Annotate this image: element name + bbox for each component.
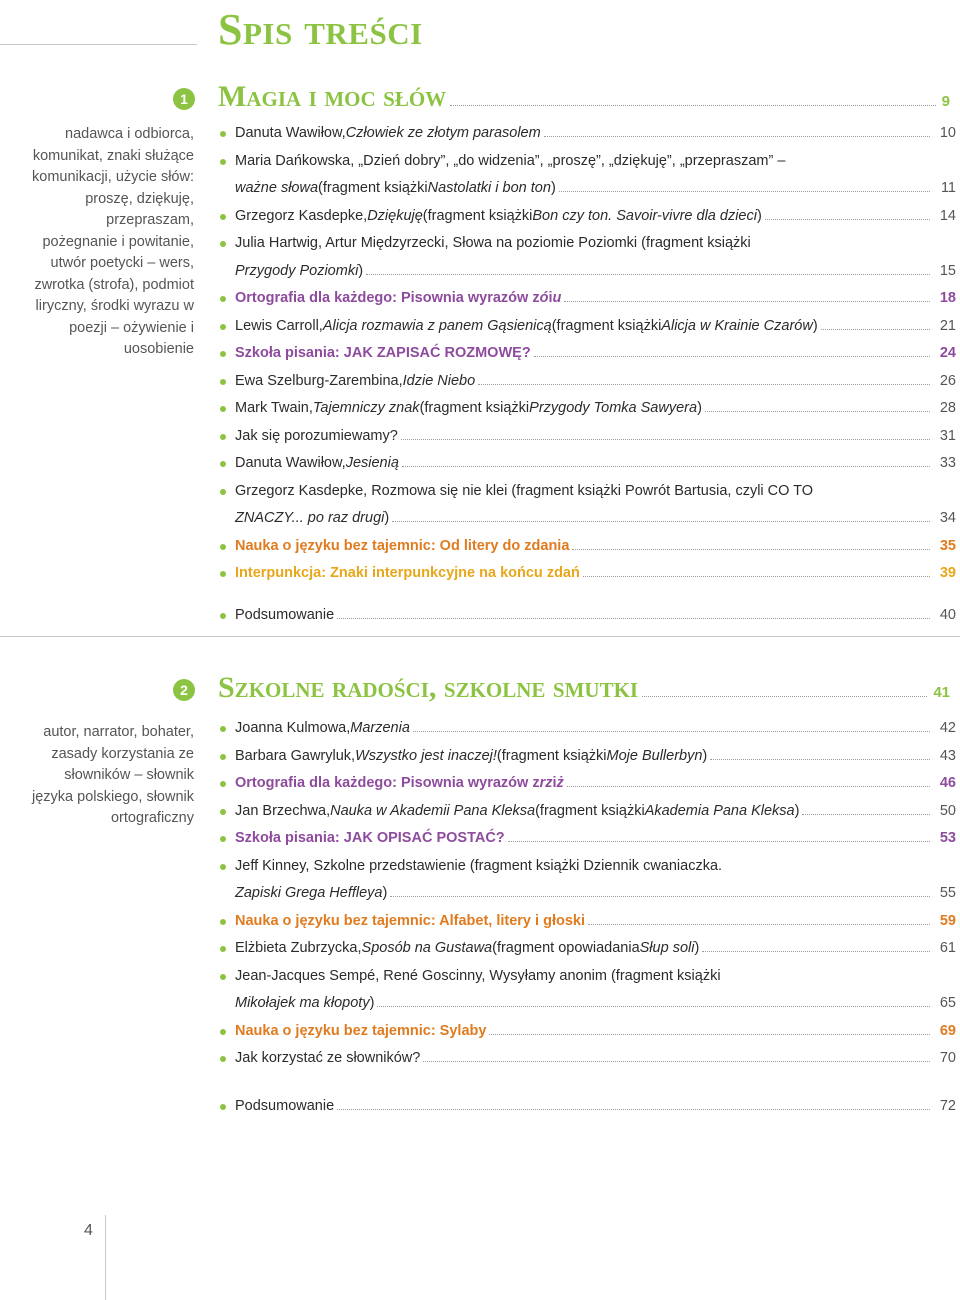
entry-page: 10 — [939, 125, 956, 141]
toc-entry-language[interactable] — [218, 908, 956, 936]
entry-work-title: Jesienią — [345, 455, 399, 471]
entry-page: 15 — [939, 262, 956, 279]
dot-leader — [478, 384, 930, 385]
dot-leader — [564, 301, 930, 302]
entry-book-title: ZNACZY... po raz drugi — [235, 510, 385, 526]
dot-leader — [534, 356, 930, 357]
entry-text: ) — [382, 885, 388, 901]
dot-leader — [402, 466, 930, 467]
entry-first-line: Grzegorz Kasdepke, Rozmowa się nie klei (fragment książki Powrót Bartusia, czyli CO TO — [235, 482, 814, 499]
toc-entry-summary[interactable] — [218, 1093, 956, 1121]
dot-leader — [802, 814, 930, 815]
toc-entry[interactable] — [218, 1045, 956, 1073]
entry-text: Ortografia dla każdego: Pisownia wyrazów z — [235, 290, 540, 306]
entry-page: 72 — [939, 1097, 956, 1114]
toc-entry[interactable] — [218, 120, 956, 148]
entry-book-title: Zapiski Grega Heffleya — [235, 885, 383, 901]
entry-page: 61 — [939, 940, 956, 956]
entry-author: Danuta Wawiłow, — [235, 125, 346, 141]
entry-page: 26 — [939, 372, 956, 389]
entry-page: 34 — [939, 510, 956, 526]
entry-page: 50 — [939, 802, 956, 819]
entry-text: Nauka o języku bez tajemnic: Od litery do zdania — [235, 537, 570, 554]
toc-entry[interactable] — [218, 478, 956, 533]
entry-work-title: Tajemniczy znak — [312, 400, 420, 416]
entry-author: Danuta Wawiłow, — [235, 455, 346, 471]
entry-page: 14 — [939, 207, 956, 224]
entry-text: i — [548, 290, 553, 306]
entry-page: 11 — [940, 180, 956, 196]
toc-entry-language[interactable] — [218, 533, 956, 561]
entry-page: 33 — [939, 455, 956, 471]
dot-leader — [413, 731, 930, 732]
entry-author: Ewa Szelburg-Zarembina, — [235, 372, 403, 389]
toc-list — [218, 120, 956, 629]
dot-leader — [705, 411, 930, 412]
entry-book-title: Mikołajek ma kłopoty — [235, 995, 370, 1011]
dot-leader — [572, 549, 930, 550]
toc-entry-language[interactable] — [218, 1018, 956, 1046]
entry-text: (fragment książki — [422, 207, 533, 224]
dot-leader — [559, 191, 930, 192]
toc-entry[interactable] — [218, 450, 956, 478]
entry-work-title: Wszystko jest inaczej! — [355, 747, 497, 764]
entry-page: 35 — [939, 537, 956, 554]
entry-text: i — [552, 775, 557, 791]
dot-leader — [450, 105, 935, 106]
entry-page: 53 — [939, 830, 956, 846]
entry-text: ) — [358, 262, 364, 279]
entry-text: Jak się porozumiewamy? — [235, 427, 398, 444]
dot-leader — [392, 521, 930, 522]
toc-entry[interactable] — [218, 368, 956, 396]
toc-entry-orthography[interactable] — [218, 770, 956, 798]
entry-author: Barbara Gawryluk, — [235, 747, 356, 764]
entry-book-title: Bon czy ton. Savoir-vivre dla dzieci — [532, 207, 757, 224]
entry-work-title: Człowiek ze złotym parasolem — [345, 125, 541, 141]
entry-text: (fragment opowiadania — [492, 940, 640, 956]
entry-page: 42 — [939, 720, 956, 736]
chapter-page: 41 — [933, 684, 950, 701]
dot-leader — [567, 786, 930, 787]
toc-entry-punctuation[interactable] — [218, 560, 956, 588]
dot-leader — [401, 439, 930, 440]
toc-entry[interactable] — [218, 935, 956, 963]
page-number: 4 — [84, 1222, 93, 1239]
dot-leader — [337, 1109, 930, 1110]
entry-first-line: Jeff Kinney, Szkolne przedstawienie (fragment książki Dziennik cwaniaczka. — [235, 857, 723, 874]
entry-text: (fragment książki — [496, 747, 607, 764]
chapter-title-row[interactable] — [218, 80, 950, 114]
dot-leader — [377, 1006, 930, 1007]
entry-book-title: Przygody Tomka Sawyera — [529, 400, 698, 416]
entry-author: Mark Twain, — [235, 400, 313, 416]
entry-page: 70 — [939, 1050, 956, 1066]
entry-text: Szkoła pisania: JAK OPISAĆ POSTAĆ? — [235, 830, 505, 846]
entry-author: Grzegorz Kasdepke, — [235, 207, 368, 224]
entry-letter: ż — [556, 775, 564, 791]
entry-page: 69 — [939, 1022, 956, 1039]
entry-first-line: Maria Dańkowska, „Dzień dobry”, „do widzenia”, „proszę”, „dziękuję”, „przepraszam” – — [235, 152, 786, 169]
toc-entry[interactable] — [218, 715, 956, 743]
entry-letter: ó — [539, 290, 549, 306]
toc-entry[interactable] — [218, 798, 956, 826]
toc-entry-writing[interactable] — [218, 340, 956, 368]
chapter-title: Magia i moc słów — [218, 80, 447, 113]
toc-entry[interactable] — [218, 963, 956, 1018]
entry-author: Jan Brzechwa, — [235, 802, 331, 819]
entry-work-title: Dziękuję — [367, 207, 423, 224]
entry-text: ) — [794, 802, 800, 819]
entry-first-line: Jean-Jacques Sempé, René Goscinny, Wysyłamy anonim (fragment książki — [235, 967, 721, 984]
chapter-title: Szkolne radości, szkolne smutki — [218, 671, 639, 704]
toc-entry[interactable] — [218, 743, 956, 771]
entry-text: ) — [384, 510, 390, 526]
entry-book-title: Słup soli — [639, 940, 695, 956]
dot-leader — [423, 1061, 930, 1062]
dot-leader — [337, 618, 930, 619]
entry-text: Nauka o języku bez tajemnic: Alfabet, litery i głoski — [235, 912, 585, 929]
entry-page: 21 — [939, 317, 956, 334]
toc-entry-writing[interactable] — [218, 825, 956, 853]
entry-page: 39 — [939, 565, 956, 581]
entry-book-title: Alicja w Krainie Czarów — [661, 317, 813, 334]
dot-leader — [583, 576, 930, 577]
dot-leader — [544, 136, 930, 137]
section-divider — [0, 636, 960, 637]
entry-page: 31 — [939, 427, 956, 444]
toc-entry[interactable] — [218, 203, 956, 231]
dot-leader — [821, 329, 930, 330]
dot-leader — [588, 924, 930, 925]
toc-entry-orthography[interactable] — [218, 285, 956, 313]
dot-leader — [642, 696, 927, 697]
entry-page: 65 — [939, 995, 956, 1011]
entry-page: 59 — [939, 912, 956, 929]
dot-leader — [710, 759, 930, 760]
entry-page: 55 — [939, 885, 956, 901]
toc-entry[interactable] — [218, 395, 956, 423]
entry-page: 40 — [939, 606, 956, 623]
entry-text: ) — [550, 180, 556, 196]
entry-text: Nauka o języku bez tajemnic: Sylaby — [235, 1022, 487, 1039]
entry-text: (fragment książki — [419, 400, 530, 416]
entry-work-title: Marzenia — [350, 720, 410, 736]
entry-book-title: Akademia Pana Kleksa — [644, 802, 795, 819]
entry-text: ) — [694, 940, 700, 956]
entry-work-title: Alicja rozmawia z panem Gąsienicą — [322, 317, 552, 334]
dot-leader — [765, 219, 930, 220]
dot-leader — [702, 951, 930, 952]
page-title: Spis treści — [218, 5, 423, 54]
entry-text: ) — [369, 995, 375, 1011]
entry-work-title: ważne słowa — [235, 180, 319, 196]
entry-text: Jak korzystać ze słowników? — [235, 1050, 421, 1066]
entry-book-title: Nastolatki i bon ton — [427, 180, 551, 196]
chapter-keywords: nadawca i odbiorca, komunikat, znaki służące komunikacji, użycie słów: proszę, dziękuję, przepraszam, pożegnanie i powitanie, utwór poetycki – wers, zwrotka (strofa), podmiot liryczny, środki wyrazu w poezji – ożywienie i uosobienie — [32, 126, 194, 357]
chapter-title-row[interactable] — [218, 671, 950, 705]
entry-work-title: Sposób na Gustawa — [361, 940, 493, 956]
entry-page: 24 — [939, 345, 956, 361]
entry-text: Szkoła pisania: JAK ZAPISAĆ ROZMOWĘ? — [235, 345, 531, 361]
entry-text: Podsumowanie — [235, 606, 335, 623]
entry-page: 43 — [939, 747, 956, 764]
entry-work-title: Nauka w Akademii Pana Kleksa — [330, 802, 536, 819]
entry-page: 46 — [939, 775, 956, 791]
dot-leader — [489, 1034, 930, 1035]
entry-page: 18 — [939, 290, 956, 306]
toc-list — [218, 715, 956, 1120]
entry-book-title: Moje Bullerbyn — [606, 747, 703, 764]
chapter-number-badge: 1 — [173, 88, 195, 110]
entry-letter: rz — [539, 775, 553, 791]
toc-entry[interactable] — [218, 853, 956, 908]
entry-text: (fragment książki — [551, 317, 662, 334]
entry-page: 28 — [939, 400, 956, 416]
entry-letter: u — [552, 290, 562, 306]
toc-entry[interactable] — [218, 230, 956, 285]
chapter-number-badge: 2 — [173, 679, 195, 701]
entry-text: (fragment książki — [318, 180, 428, 196]
dot-leader — [508, 841, 930, 842]
toc-entry[interactable] — [218, 148, 956, 203]
toc-entry[interactable] — [218, 313, 956, 341]
dot-leader — [366, 274, 930, 275]
entry-text: (fragment książki — [535, 802, 645, 819]
toc-entry-summary[interactable] — [218, 602, 956, 630]
entry-text: ) — [812, 317, 818, 334]
top-rule — [0, 44, 197, 45]
entry-text: ) — [697, 400, 702, 416]
entry-author: Elżbieta Zubrzycka, — [235, 940, 362, 956]
chapter-page: 9 — [941, 93, 950, 110]
entry-text: ) — [702, 747, 708, 764]
entry-first-line: Julia Hartwig, Artur Międzyrzecki, Słowa na poziomie Poziomki (fragment książki — [235, 235, 751, 251]
entry-book-title: Przygody Poziomki — [235, 262, 359, 279]
entry-text: Podsumowanie — [235, 1097, 335, 1114]
entry-text: Ortografia dla każdego: Pisownia wyrazów z — [235, 775, 540, 791]
page-number-rule — [105, 1215, 106, 1300]
entry-work-title: Idzie Niebo — [402, 372, 476, 389]
chapter-keywords: autor, narrator, bohater, zasady korzystania ze słowników – słownik języka polskiego, słownik ortograficzny — [32, 724, 194, 826]
entry-text: Interpunkcja: Znaki interpunkcyjne na końcu zdań — [235, 565, 580, 581]
dot-leader — [390, 896, 930, 897]
toc-entry[interactable] — [218, 423, 956, 451]
entry-author: Lewis Carroll, — [235, 317, 323, 334]
entry-author: Joanna Kulmowa, — [235, 720, 351, 736]
entry-text: ) — [756, 207, 762, 224]
